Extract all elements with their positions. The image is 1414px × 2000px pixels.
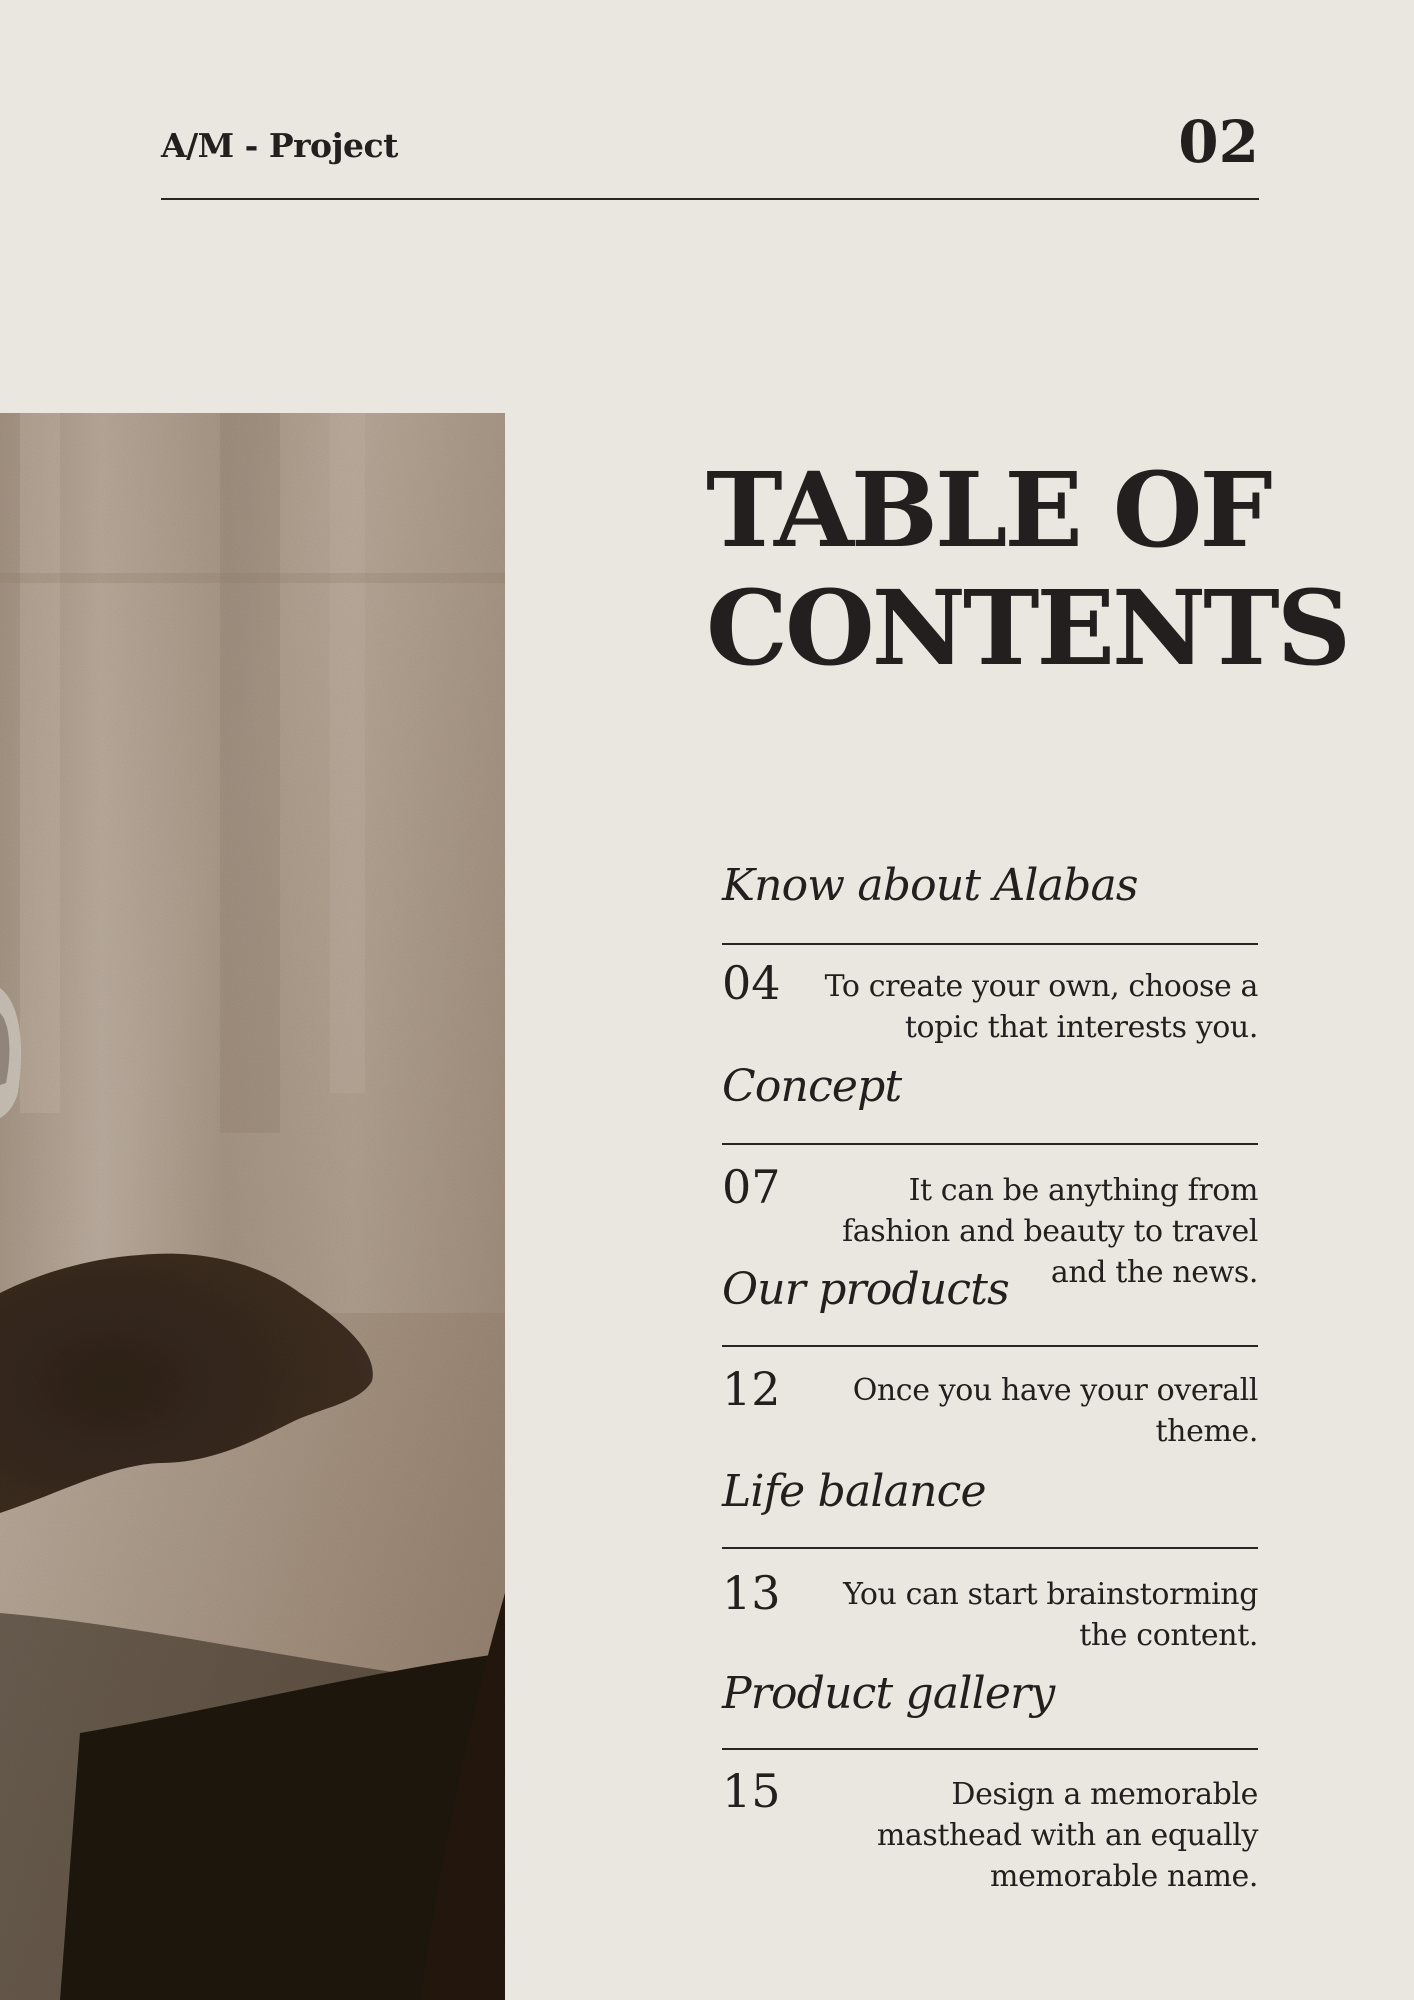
toc-page-number: 12 — [722, 1362, 781, 1416]
toc-heading-life-balance[interactable]: Life balance — [722, 1466, 986, 1517]
page-title — [706, 452, 1386, 688]
toc-page-number: 04 — [722, 956, 781, 1010]
page-title-line-1: TABLE OF — [706, 450, 1270, 571]
toc-heading-concept[interactable]: Concept — [722, 1061, 902, 1112]
toc-description: You can start brainstorming the content. — [843, 1577, 1258, 1653]
header-divider — [161, 198, 1259, 200]
toc-description: Design a memorable masthead with an equally memorable name. — [876, 1777, 1258, 1894]
toc-description: Once you have your overall theme. — [852, 1373, 1258, 1449]
toc-divider — [722, 1345, 1258, 1347]
header-brand: A/M - Project — [161, 126, 398, 165]
toc-heading-our-products[interactable]: Our products — [722, 1264, 1009, 1315]
toc-description: It can be anything from fashion and beauty to travel and the news. — [842, 1173, 1258, 1290]
toc-description: To create your own, choose a topic that interests you. — [824, 969, 1258, 1045]
toc-heading-product-gallery[interactable]: Product gallery — [722, 1668, 1055, 1719]
toc-divider — [722, 1547, 1258, 1549]
toc-divider — [722, 943, 1258, 945]
page-number: 02 — [1178, 108, 1259, 176]
page-title-line-2: CONTENTS — [706, 568, 1349, 689]
cover-photo — [0, 413, 505, 2000]
toc-page-number: 15 — [722, 1764, 781, 1818]
toc-page-number: 13 — [722, 1566, 781, 1620]
toc-heading-know-about-alabas[interactable]: Know about Alabas — [722, 860, 1138, 911]
toc-divider — [722, 1748, 1258, 1750]
toc-page-number: 07 — [722, 1160, 781, 1214]
toc-divider — [722, 1143, 1258, 1145]
